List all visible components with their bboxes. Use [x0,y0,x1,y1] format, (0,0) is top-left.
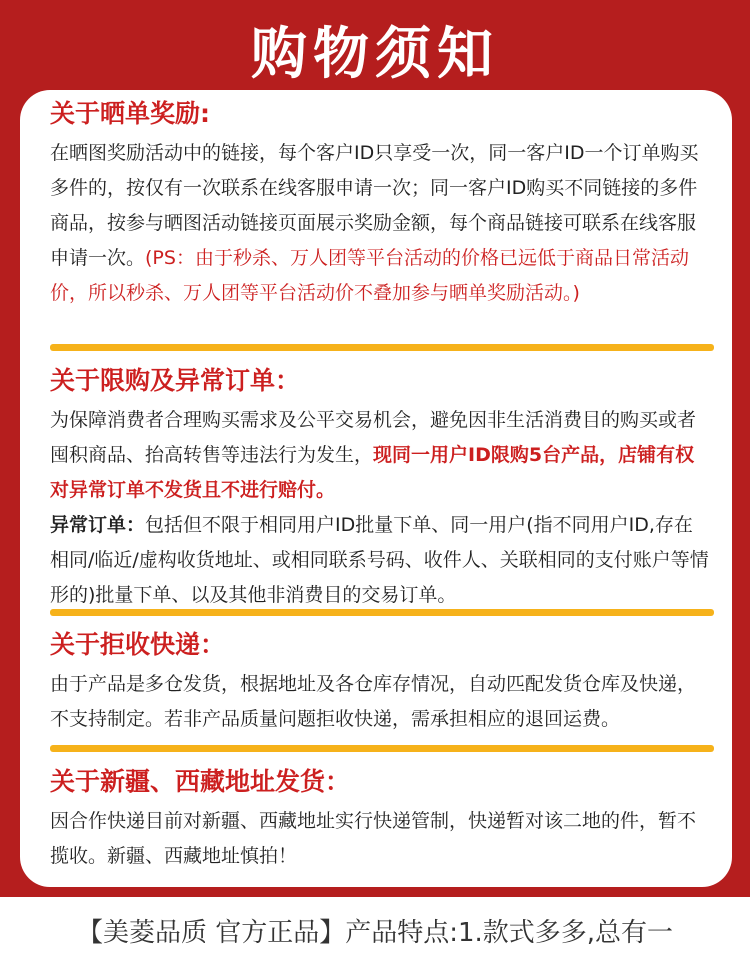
section-text: 因合作快递目前对新疆、西藏地址实行快递管制，快递暂对该二地的件，暂不揽收。新疆、西藏地址慎拍！ [50,810,697,867]
section-purchase-limit [50,365,710,613]
section-note: (PS：由于秒杀、万人团等平台活动的价格已远低于商品日常活动价，所以秒杀、万人团等平台活动价不叠加参与晒单奖励活动。) [50,247,689,304]
product-caption: 【美菱品质 官方正品】产品特点:1.款式多多,总有一 [76,918,674,948]
page-title: 购物须知 [251,22,499,87]
section-heading: 关于新疆、西藏地址发货： [50,767,351,796]
section-text: 为保障消费者合理购买需求及公平交易机会，避免因非生活消费目的购买或者囤积商品、抬高转售等违法行为发生， [50,409,697,466]
section-heading: 关于晒单奖励: [50,99,210,128]
divider [50,344,714,351]
section-xinjiang-tibet [50,766,710,874]
notice-card [20,90,732,887]
section-heading: 关于限购及异常订单： [50,366,301,395]
section-review-reward [50,98,710,311]
section-text: 在晒图奖励活动中的链接，每个客户ID只享受一次，同一客户ID一个订单购买多件的，按仅有一次联系在线客服申请一次；同一客户ID购买不同链接的多件商品，按参与晒图活动链接页面展示奖励金额，每个商品链接可联系在线客服申请一次。 [50,142,699,269]
limit-highlight: 现同一用户ID限购5台产品，店铺有权对异常订单不发货且不进行赔付。 [50,444,695,501]
section-body [50,804,710,874]
divider [50,745,714,752]
section-body [50,403,710,613]
section-text: 由于产品是多仓发货，根据地址及各仓库存情况，自动匹配发货仓库及快递，不支持制定。若非产品质量问题拒收快递，需承担相应的退回运费。 [50,673,697,730]
section-body [50,136,710,311]
section-refuse-delivery [50,629,710,737]
divider [50,609,714,616]
section-body [50,667,710,737]
section-heading: 关于拒收快递： [50,630,226,659]
abnormal-order-text: 包括但不限于相同用户ID批量下单、同一用户(指不同用户ID,存在相同/临近/虚构收货地址、或相同联系号码、收件人、关联相同的支付账户等情形的)批量下单、以及其他非消费目的交易订单。 [50,514,709,606]
abnormal-order-label: 异常订单： [50,514,146,536]
